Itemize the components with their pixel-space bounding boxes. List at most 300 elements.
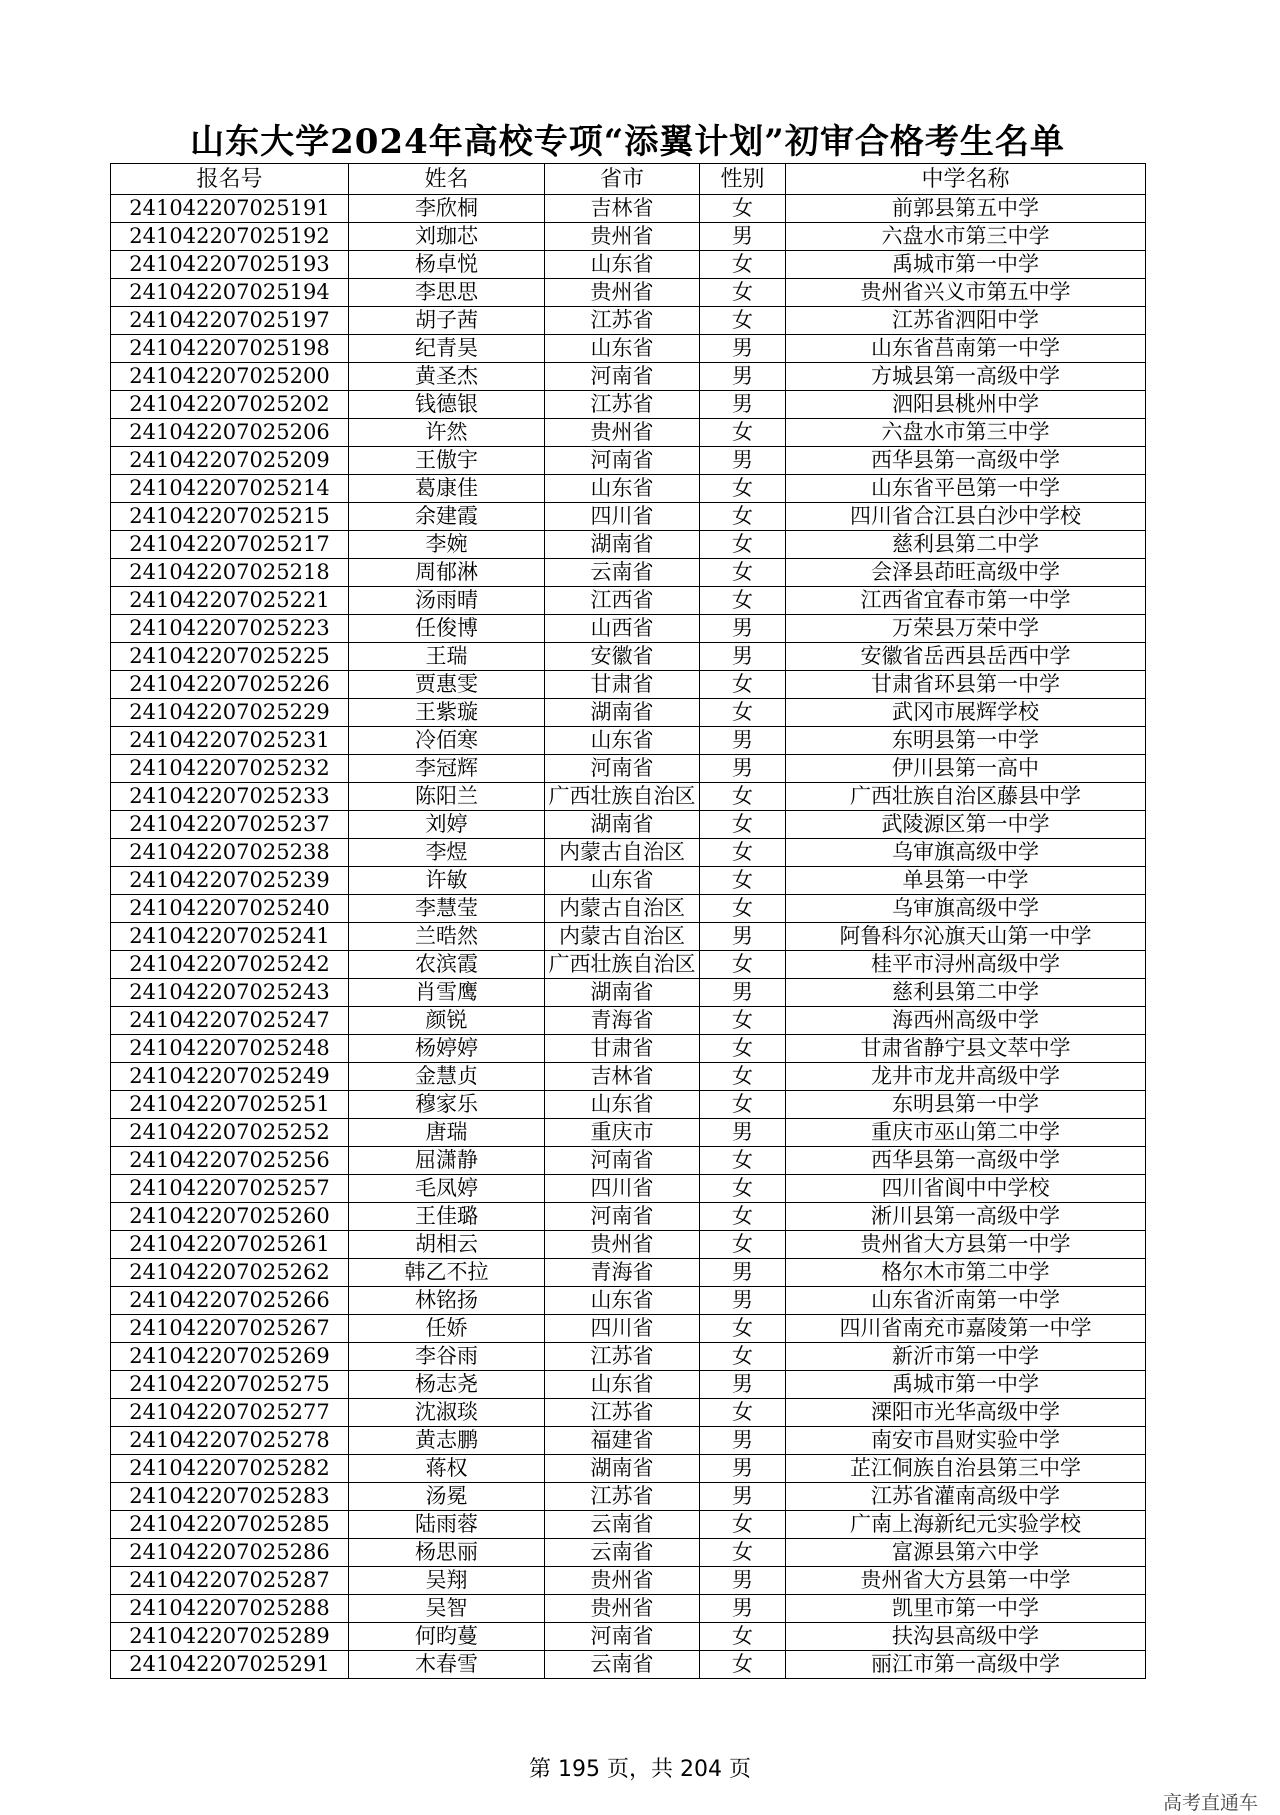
school-name-cell: 安徽省岳西县岳西中学 (786, 643, 1146, 671)
registration-number-cell: 241042207025193 (111, 251, 349, 279)
province-cell: 广西壮族自治区 (545, 951, 700, 979)
student-name-cell: 纪青昊 (349, 335, 545, 363)
header-gender: 性别 (700, 164, 786, 195)
registration-number-cell: 241042207025200 (111, 363, 349, 391)
registration-number-cell: 241042207025229 (111, 699, 349, 727)
page-number: 第 195 页，共 204 页 (529, 1757, 751, 1782)
table-row (111, 1007, 1146, 1035)
gender-cell: 女 (700, 1007, 786, 1035)
school-name-cell: 万荣县万荣中学 (786, 615, 1146, 643)
registration-number-cell: 241042207025267 (111, 1315, 349, 1343)
student-name-cell: 李谷雨 (349, 1343, 545, 1371)
registration-number-cell: 241042207025202 (111, 391, 349, 419)
province-cell: 湖南省 (545, 699, 700, 727)
registration-number-cell: 241042207025285 (111, 1511, 349, 1539)
gender-cell: 女 (700, 251, 786, 279)
registration-number-cell: 241042207025214 (111, 475, 349, 503)
table-row (111, 895, 1146, 923)
table-row (111, 839, 1146, 867)
gender-cell: 男 (700, 1259, 786, 1287)
table-row (111, 1203, 1146, 1231)
registration-number-cell: 241042207025192 (111, 223, 349, 251)
gender-cell: 女 (700, 1203, 786, 1231)
student-name-cell: 胡相云 (349, 1231, 545, 1259)
province-cell: 湖南省 (545, 811, 700, 839)
school-name-cell: 伊川县第一高中 (786, 755, 1146, 783)
province-cell: 贵州省 (545, 419, 700, 447)
registration-number-cell: 241042207025252 (111, 1119, 349, 1147)
registration-number-cell: 241042207025291 (111, 1651, 349, 1679)
table-row (111, 1063, 1146, 1091)
student-name-cell: 杨志尧 (349, 1371, 545, 1399)
registration-number-cell: 241042207025260 (111, 1203, 349, 1231)
province-cell: 贵州省 (545, 1595, 700, 1623)
gender-cell: 女 (700, 1511, 786, 1539)
student-name-cell: 何昀蔓 (349, 1623, 545, 1651)
registration-number-cell: 241042207025282 (111, 1455, 349, 1483)
table-row (111, 1539, 1146, 1567)
student-name-cell: 许敏 (349, 867, 545, 895)
registration-number-cell: 241042207025287 (111, 1567, 349, 1595)
table-row (111, 1455, 1146, 1483)
school-name-cell: 贵州省大方县第一中学 (786, 1231, 1146, 1259)
province-cell: 安徽省 (545, 643, 700, 671)
registration-number-cell: 241042207025209 (111, 447, 349, 475)
student-name-cell: 木春雪 (349, 1651, 545, 1679)
gender-cell: 女 (700, 1147, 786, 1175)
registration-number-cell: 241042207025256 (111, 1147, 349, 1175)
student-name-cell: 金慧贞 (349, 1063, 545, 1091)
table-row (111, 699, 1146, 727)
school-name-cell: 广南上海新纪元实验学校 (786, 1511, 1146, 1539)
table-row (111, 811, 1146, 839)
student-name-cell: 林铭扬 (349, 1287, 545, 1315)
gender-cell: 男 (700, 391, 786, 419)
registration-number-cell: 241042207025223 (111, 615, 349, 643)
gender-cell: 女 (700, 503, 786, 531)
registration-number-cell: 241042207025225 (111, 643, 349, 671)
registration-number-cell: 241042207025286 (111, 1539, 349, 1567)
school-name-cell: 扶沟县高级中学 (786, 1623, 1146, 1651)
table-row (111, 1287, 1146, 1315)
table-row (111, 671, 1146, 699)
province-cell: 吉林省 (545, 195, 700, 223)
gender-cell: 女 (700, 1315, 786, 1343)
school-name-cell: 格尔木市第二中学 (786, 1259, 1146, 1287)
gender-cell: 男 (700, 1287, 786, 1315)
province-cell: 吉林省 (545, 1063, 700, 1091)
gender-cell: 女 (700, 1623, 786, 1651)
student-name-cell: 杨卓悦 (349, 251, 545, 279)
school-name-cell: 江西省宜春市第一中学 (786, 587, 1146, 615)
gender-cell: 男 (700, 643, 786, 671)
student-name-cell: 黄志鹏 (349, 1427, 545, 1455)
registration-number-cell: 241042207025218 (111, 559, 349, 587)
header-school: 中学名称 (786, 164, 1146, 195)
province-cell: 内蒙古自治区 (545, 923, 700, 951)
school-name-cell: 乌审旗高级中学 (786, 839, 1146, 867)
gender-cell: 男 (700, 1119, 786, 1147)
table-row (111, 1343, 1146, 1371)
province-cell: 江苏省 (545, 307, 700, 335)
registration-number-cell: 241042207025289 (111, 1623, 349, 1651)
gender-cell: 男 (700, 447, 786, 475)
student-name-cell: 陆雨蓉 (349, 1511, 545, 1539)
school-name-cell: 山东省平邑第一中学 (786, 475, 1146, 503)
student-name-cell: 葛康佳 (349, 475, 545, 503)
table-row (111, 1567, 1146, 1595)
table-row (111, 587, 1146, 615)
school-name-cell: 龙井市龙井高级中学 (786, 1063, 1146, 1091)
school-name-cell: 阿鲁科尔沁旗天山第一中学 (786, 923, 1146, 951)
province-cell: 贵州省 (545, 279, 700, 307)
province-cell: 内蒙古自治区 (545, 895, 700, 923)
school-name-cell: 会泽县茚旺高级中学 (786, 559, 1146, 587)
province-cell: 江西省 (545, 587, 700, 615)
province-cell: 贵州省 (545, 1231, 700, 1259)
student-name-cell: 李冠辉 (349, 755, 545, 783)
student-name-cell: 李思思 (349, 279, 545, 307)
province-cell: 湖南省 (545, 979, 700, 1007)
gender-cell: 女 (700, 587, 786, 615)
registration-number-cell: 241042207025226 (111, 671, 349, 699)
school-name-cell: 东明县第一中学 (786, 1091, 1146, 1119)
school-name-cell: 禹城市第一中学 (786, 1371, 1146, 1399)
registration-number-cell: 241042207025248 (111, 1035, 349, 1063)
gender-cell: 女 (700, 419, 786, 447)
table-row (111, 923, 1146, 951)
gender-cell: 男 (700, 979, 786, 1007)
registration-number-cell: 241042207025277 (111, 1399, 349, 1427)
student-name-cell: 李婉 (349, 531, 545, 559)
province-cell: 内蒙古自治区 (545, 839, 700, 867)
province-cell: 山东省 (545, 867, 700, 895)
registration-number-cell: 241042207025288 (111, 1595, 349, 1623)
student-name-cell: 韩乙不拉 (349, 1259, 545, 1287)
school-name-cell: 四川省阆中中学校 (786, 1175, 1146, 1203)
province-cell: 重庆市 (545, 1119, 700, 1147)
province-cell: 云南省 (545, 1511, 700, 1539)
school-name-cell: 甘肃省环县第一中学 (786, 671, 1146, 699)
school-name-cell: 桂平市浔州高级中学 (786, 951, 1146, 979)
student-name-cell: 毛凤婷 (349, 1175, 545, 1203)
province-cell: 云南省 (545, 1651, 700, 1679)
table-row (111, 1147, 1146, 1175)
school-name-cell: 江苏省泗阳中学 (786, 307, 1146, 335)
student-name-cell: 许然 (349, 419, 545, 447)
registration-number-cell: 241042207025275 (111, 1371, 349, 1399)
province-cell: 广西壮族自治区 (545, 783, 700, 811)
table-row (111, 1035, 1146, 1063)
table-row (111, 1399, 1146, 1427)
student-name-cell: 蒋权 (349, 1455, 545, 1483)
school-name-cell: 西华县第一高级中学 (786, 1147, 1146, 1175)
gender-cell: 女 (700, 1539, 786, 1567)
gender-cell: 女 (700, 1091, 786, 1119)
gender-cell: 女 (700, 195, 786, 223)
school-name-cell: 贵州省兴义市第五中学 (786, 279, 1146, 307)
student-name-cell: 黄圣杰 (349, 363, 545, 391)
province-cell: 河南省 (545, 1623, 700, 1651)
student-name-cell: 杨思丽 (349, 1539, 545, 1567)
province-cell: 河南省 (545, 1147, 700, 1175)
school-name-cell: 广西壮族自治区藤县中学 (786, 783, 1146, 811)
table-row (111, 363, 1146, 391)
student-name-cell: 钱德银 (349, 391, 545, 419)
gender-cell: 女 (700, 307, 786, 335)
registration-number-cell: 241042207025215 (111, 503, 349, 531)
province-cell: 河南省 (545, 755, 700, 783)
school-name-cell: 武冈市展辉学校 (786, 699, 1146, 727)
school-name-cell: 禹城市第一中学 (786, 251, 1146, 279)
province-cell: 河南省 (545, 447, 700, 475)
registration-number-cell: 241042207025206 (111, 419, 349, 447)
school-name-cell: 丽江市第一高级中学 (786, 1651, 1146, 1679)
table-row (111, 223, 1146, 251)
gender-cell: 男 (700, 923, 786, 951)
candidate-table (110, 163, 1146, 1679)
registration-number-cell: 241042207025249 (111, 1063, 349, 1091)
table-row (111, 279, 1146, 307)
school-name-cell: 单县第一中学 (786, 867, 1146, 895)
table-row (111, 1623, 1146, 1651)
school-name-cell: 新沂市第一中学 (786, 1343, 1146, 1371)
table-row (111, 1259, 1146, 1287)
school-name-cell: 重庆市巫山第二中学 (786, 1119, 1146, 1147)
registration-number-cell: 241042207025247 (111, 1007, 349, 1035)
province-cell: 山东省 (545, 1287, 700, 1315)
table-row (111, 867, 1146, 895)
school-name-cell: 江苏省灌南高级中学 (786, 1483, 1146, 1511)
province-cell: 青海省 (545, 1259, 700, 1287)
student-name-cell: 王佳璐 (349, 1203, 545, 1231)
gender-cell: 女 (700, 279, 786, 307)
table-row (111, 447, 1146, 475)
province-cell: 江苏省 (545, 391, 700, 419)
province-cell: 山东省 (545, 251, 700, 279)
header-name: 姓名 (349, 164, 545, 195)
gender-cell: 女 (700, 475, 786, 503)
student-name-cell: 王瑞 (349, 643, 545, 671)
table-row (111, 1119, 1146, 1147)
table-row (111, 643, 1146, 671)
province-cell: 甘肃省 (545, 1035, 700, 1063)
school-name-cell: 方城县第一高级中学 (786, 363, 1146, 391)
school-name-cell: 山东省沂南第一中学 (786, 1287, 1146, 1315)
gender-cell: 男 (700, 615, 786, 643)
gender-cell: 男 (700, 755, 786, 783)
province-cell: 山东省 (545, 475, 700, 503)
student-name-cell: 李慧莹 (349, 895, 545, 923)
student-name-cell: 汤雨晴 (349, 587, 545, 615)
registration-number-cell: 241042207025262 (111, 1259, 349, 1287)
province-cell: 山东省 (545, 1371, 700, 1399)
school-name-cell: 四川省合江县白沙中学校 (786, 503, 1146, 531)
table-row (111, 307, 1146, 335)
registration-number-cell: 241042207025239 (111, 867, 349, 895)
table-row (111, 1231, 1146, 1259)
table-row (111, 783, 1146, 811)
gender-cell: 女 (700, 1399, 786, 1427)
school-name-cell: 六盘水市第三中学 (786, 419, 1146, 447)
table-row (111, 419, 1146, 447)
gender-cell: 男 (700, 727, 786, 755)
page-title: 山东大学2024年高校专项“添翼计划”初审合格考生名单 (190, 122, 1065, 162)
school-name-cell: 六盘水市第三中学 (786, 223, 1146, 251)
registration-number-cell: 241042207025231 (111, 727, 349, 755)
registration-number-cell: 241042207025198 (111, 335, 349, 363)
table-row (111, 195, 1146, 223)
student-name-cell: 余建霞 (349, 503, 545, 531)
gender-cell: 女 (700, 895, 786, 923)
table-row (111, 1371, 1146, 1399)
province-cell: 贵州省 (545, 223, 700, 251)
student-name-cell: 刘珈芯 (349, 223, 545, 251)
school-name-cell: 慈利县第二中学 (786, 979, 1146, 1007)
student-name-cell: 贾惠雯 (349, 671, 545, 699)
student-name-cell: 杨婷婷 (349, 1035, 545, 1063)
student-name-cell: 屈潇静 (349, 1147, 545, 1175)
registration-number-cell: 241042207025232 (111, 755, 349, 783)
province-cell: 河南省 (545, 1203, 700, 1231)
school-name-cell: 淅川县第一高级中学 (786, 1203, 1146, 1231)
student-name-cell: 农滨霞 (349, 951, 545, 979)
school-name-cell: 乌审旗高级中学 (786, 895, 1146, 923)
province-cell: 山东省 (545, 1091, 700, 1119)
gender-cell: 女 (700, 1175, 786, 1203)
student-name-cell: 汤冕 (349, 1483, 545, 1511)
registration-number-cell: 241042207025191 (111, 195, 349, 223)
province-cell: 湖南省 (545, 531, 700, 559)
school-name-cell: 富源县第六中学 (786, 1539, 1146, 1567)
school-name-cell: 溧阳市光华高级中学 (786, 1399, 1146, 1427)
student-name-cell: 吴翔 (349, 1567, 545, 1595)
table-row (111, 755, 1146, 783)
gender-cell: 男 (700, 1427, 786, 1455)
province-cell: 四川省 (545, 1315, 700, 1343)
school-name-cell: 凯里市第一中学 (786, 1595, 1146, 1623)
province-cell: 云南省 (545, 559, 700, 587)
table-row (111, 615, 1146, 643)
student-name-cell: 颜锐 (349, 1007, 545, 1035)
table-row (111, 1483, 1146, 1511)
table-row (111, 727, 1146, 755)
registration-number-cell: 241042207025194 (111, 279, 349, 307)
school-name-cell: 海西州高级中学 (786, 1007, 1146, 1035)
school-name-cell: 芷江侗族自治县第三中学 (786, 1455, 1146, 1483)
table-row (111, 1091, 1146, 1119)
table-row (111, 559, 1146, 587)
gender-cell: 女 (700, 1035, 786, 1063)
province-cell: 江苏省 (545, 1343, 700, 1371)
province-cell: 青海省 (545, 1007, 700, 1035)
table-row (111, 979, 1146, 1007)
table-row (111, 1651, 1146, 1679)
gender-cell: 女 (700, 1343, 786, 1371)
table-row (111, 1595, 1146, 1623)
province-cell: 河南省 (545, 363, 700, 391)
table-row (111, 251, 1146, 279)
school-name-cell: 东明县第一中学 (786, 727, 1146, 755)
school-name-cell: 贵州省大方县第一中学 (786, 1567, 1146, 1595)
province-cell: 甘肃省 (545, 671, 700, 699)
table-row (111, 475, 1146, 503)
table-row (111, 1315, 1146, 1343)
registration-number-cell: 241042207025238 (111, 839, 349, 867)
school-name-cell: 西华县第一高级中学 (786, 447, 1146, 475)
province-cell: 山东省 (545, 727, 700, 755)
table-header-row (111, 164, 1146, 195)
school-name-cell: 前郭县第五中学 (786, 195, 1146, 223)
table-row (111, 1511, 1146, 1539)
gender-cell: 女 (700, 867, 786, 895)
gender-cell: 女 (700, 671, 786, 699)
student-name-cell: 胡子茜 (349, 307, 545, 335)
registration-number-cell: 241042207025278 (111, 1427, 349, 1455)
gender-cell: 男 (700, 1567, 786, 1595)
gender-cell: 男 (700, 335, 786, 363)
school-name-cell: 四川省南充市嘉陵第一中学 (786, 1315, 1146, 1343)
student-name-cell: 任娇 (349, 1315, 545, 1343)
school-name-cell: 山东省莒南第一中学 (786, 335, 1146, 363)
table-row (111, 335, 1146, 363)
registration-number-cell: 241042207025242 (111, 951, 349, 979)
registration-number-cell: 241042207025240 (111, 895, 349, 923)
registration-number-cell: 241042207025243 (111, 979, 349, 1007)
table-row (111, 503, 1146, 531)
registration-number-cell: 241042207025261 (111, 1231, 349, 1259)
school-name-cell: 甘肃省静宁县文萃中学 (786, 1035, 1146, 1063)
gender-cell: 女 (700, 951, 786, 979)
gender-cell: 女 (700, 699, 786, 727)
province-cell: 贵州省 (545, 1567, 700, 1595)
student-name-cell: 唐瑞 (349, 1119, 545, 1147)
gender-cell: 女 (700, 1063, 786, 1091)
registration-number-cell: 241042207025233 (111, 783, 349, 811)
gender-cell: 女 (700, 531, 786, 559)
registration-number-cell: 241042207025237 (111, 811, 349, 839)
table-row (111, 951, 1146, 979)
table-row (111, 1175, 1146, 1203)
table-row (111, 531, 1146, 559)
watermark-text: 高考直通车 (1162, 1792, 1258, 1814)
school-name-cell: 南安市昌财实验中学 (786, 1427, 1146, 1455)
header-province: 省市 (545, 164, 700, 195)
province-cell: 江苏省 (545, 1483, 700, 1511)
gender-cell: 女 (700, 1231, 786, 1259)
student-name-cell: 兰晧然 (349, 923, 545, 951)
school-name-cell: 泗阳县桃州中学 (786, 391, 1146, 419)
student-name-cell: 沈淑琰 (349, 1399, 545, 1427)
student-name-cell: 穆家乐 (349, 1091, 545, 1119)
student-name-cell: 刘婷 (349, 811, 545, 839)
student-name-cell: 冷佰寒 (349, 727, 545, 755)
province-cell: 湖南省 (545, 1455, 700, 1483)
province-cell: 四川省 (545, 503, 700, 531)
registration-number-cell: 241042207025257 (111, 1175, 349, 1203)
registration-number-cell: 241042207025266 (111, 1287, 349, 1315)
registration-number-cell: 241042207025269 (111, 1343, 349, 1371)
gender-cell: 女 (700, 839, 786, 867)
registration-number-cell: 241042207025241 (111, 923, 349, 951)
gender-cell: 男 (700, 223, 786, 251)
province-cell: 四川省 (545, 1175, 700, 1203)
header-registration-number: 报名号 (111, 164, 349, 195)
school-name-cell: 武陵源区第一中学 (786, 811, 1146, 839)
student-name-cell: 王紫璇 (349, 699, 545, 727)
gender-cell: 男 (700, 1595, 786, 1623)
school-name-cell: 慈利县第二中学 (786, 531, 1146, 559)
